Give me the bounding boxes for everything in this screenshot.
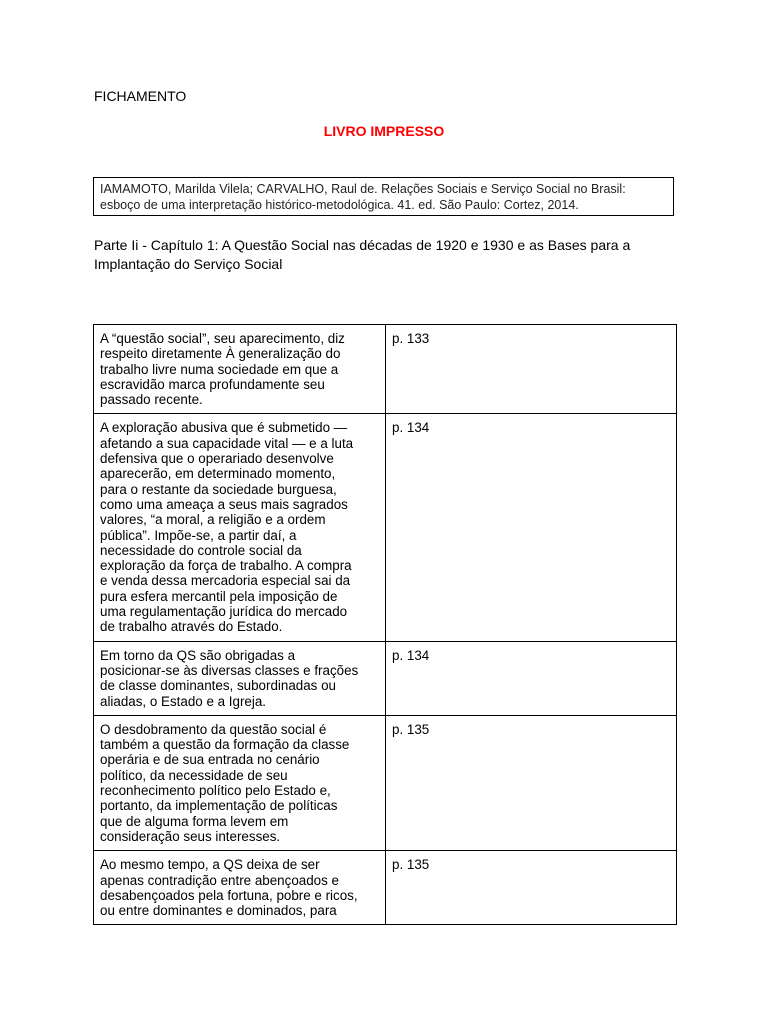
quote-line: defensiva que o operariado desenvolve [100, 451, 334, 467]
quote-line: A exploração abusiva que é submetido — [100, 420, 348, 436]
quote-line: desabençoados pela fortuna, pobre e ricos, [100, 887, 358, 903]
quote-line: Em torno da QS são obrigadas a [100, 647, 296, 663]
document-type-label: LIVRO IMPRESSO [323, 123, 445, 139]
quote-line: reconhecimento político pelo Estado e, [100, 783, 331, 799]
page-reference-cell: p. 135 [386, 851, 677, 925]
quote-line: de classe dominantes, subordinadas ou [100, 678, 336, 694]
quote-line: pura esfera mercantil pela imposição de [100, 588, 338, 604]
quote-line: e venda dessa mercadoria especial sai da [100, 573, 351, 589]
quote-cell [94, 715, 386, 850]
quote-line: também a questão da formação da classe [100, 737, 350, 753]
quote-line: respeito diretamente À generalização do [100, 346, 341, 362]
document-heading: FICHAMENTO [94, 88, 187, 104]
quote-cell [94, 414, 386, 641]
quote-line: que de alguma forma levem em [100, 813, 289, 829]
quote-line: consideração seus interesses. [100, 828, 281, 844]
notes-table [93, 324, 677, 925]
quote-line: posicionar-se às diversas classes e frações [100, 662, 359, 678]
quote-line: apenas contradição entre abençoados e [100, 872, 339, 888]
quote-line: exploração da força de trabalho. A compra [100, 558, 352, 574]
page-reference-cell: p. 135 [386, 715, 677, 850]
page-reference-cell: p. 134 [386, 414, 677, 641]
table-row [94, 715, 677, 850]
quote-line: aliadas, o Estado e a Igreja. [100, 693, 267, 709]
quote-line: passado recente. [100, 392, 203, 408]
chapter-title [94, 236, 664, 274]
quote-line: ou entre dominantes e dominados, para [100, 903, 337, 919]
reference-line: IAMAMOTO, Marilda Vilela; CARVALHO, Raul de. Relações Sociais e Serviço Social no Brasil: [100, 182, 626, 196]
quote-line: pública”. Impõe-se, a partir daí, a [100, 527, 297, 543]
page-reference-cell: p. 133 [386, 325, 677, 414]
quote-line: A “questão social”, seu aparecimento, diz [100, 331, 345, 346]
quote-line: operária e de sua entrada no cenário [100, 752, 320, 768]
quote-line: necessidade do controle social da [100, 542, 302, 558]
table-row [94, 414, 677, 641]
quote-line: para o restante da sociedade burguesa, [100, 481, 337, 497]
quote-line: político, da necessidade de seu [100, 767, 288, 783]
quote-line: trabalho livre numa sociedade em que a [100, 361, 339, 377]
page-reference-cell: p. 134 [386, 641, 677, 715]
quote-line: como uma ameaça a seus mais sagrados [100, 496, 348, 512]
quote-line: de trabalho através do Estado. [100, 619, 283, 635]
table-row [94, 641, 677, 715]
table-row [94, 851, 677, 925]
quote-line: valores, “a moral, a religião e a ordem [100, 512, 326, 528]
quote-line: uma regulamentação jurídica do mercado [100, 604, 348, 620]
quote-cell [94, 641, 386, 715]
quote-line: aparecerão, em determinado momento, [100, 466, 336, 482]
chapter-title-line: Implantação do Serviço Social [94, 256, 283, 272]
quote-line: portanto, da implementação de políticas [100, 798, 338, 814]
quote-cell [94, 851, 386, 925]
reference-line: esboço de uma interpretação histórico-metodológica. 41. ed. São Paulo: Cortez, 2014. [100, 198, 579, 212]
quote-cell [94, 325, 386, 414]
quote-line: afetando a sua capacidade vital — e a luta [100, 435, 354, 451]
table-row [94, 325, 677, 414]
quote-line: O desdobramento da questão social é [100, 721, 327, 737]
quote-line: Ao mesmo tempo, a QS deixa de ser [100, 857, 320, 873]
quote-line: escravidão marca profundamente seu [100, 376, 325, 392]
bibliographic-reference [93, 177, 674, 216]
chapter-title-line: Parte Ii - Capítulo 1: A Questão Social nas décadas de 1920 e 1930 e as Bases para a [94, 237, 631, 253]
